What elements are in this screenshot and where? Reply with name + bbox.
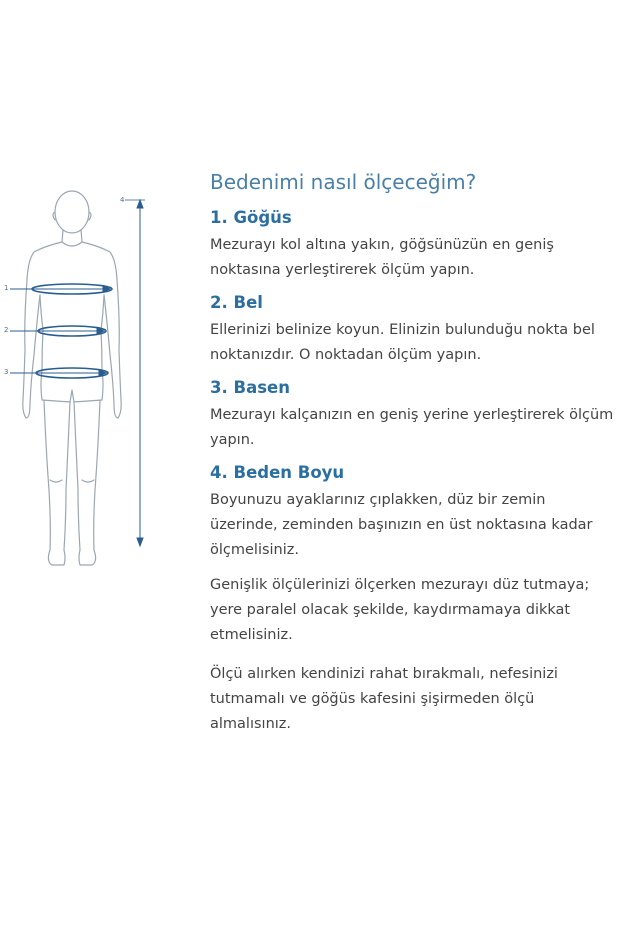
section-chest <box>210 208 615 283</box>
height-label-4: 4 <box>120 196 125 204</box>
tape-label-1: 1 <box>4 284 9 292</box>
section-text: Mezurayı kol altına yakın, göğsünüzün en geniş noktasına yerleştirerek ölçüm yapın. <box>210 237 554 278</box>
section-heading: 2. Bel <box>210 293 263 312</box>
section-waist <box>210 293 615 368</box>
section-heading: 4. Beden Boyu <box>210 463 345 482</box>
section-text: Ellerinizi belinize koyun. Elinizin bulunduğu nokta bel noktanızdır. O noktadan ölçüm yapın. <box>210 322 595 363</box>
tape-label-2: 2 <box>4 326 9 334</box>
tape-label-3: 3 <box>4 368 9 376</box>
note-width-measurement: Genişlik ölçülerinizi ölçerken mezurayı düz tutmaya; yere paralel olacak şekilde, kaydırmamaya dikkat etmelisiniz. <box>210 577 590 643</box>
page-title: Bedenimi nasıl ölçeceğim? <box>210 170 477 194</box>
section-text: Mezurayı kalçanızın en geniş yerine yerleştirerek ölçüm yapın. <box>210 407 614 448</box>
section-heading: 3. Basen <box>210 378 290 397</box>
note-relax: Ölçü alırken kendinizi rahat bırakmalı, nefesinizi tutmamalı ve göğüs kafesini şişirmeden ölçü almalısınız. <box>210 666 558 732</box>
body-measurement-illustration <box>0 190 160 580</box>
section-hips <box>210 378 615 453</box>
section-height <box>210 463 615 563</box>
section-text: Boyunuzu ayaklarınız çıplakken, düz bir zemin üzerinde, zeminden başınızın en üst noktasına kadar ölçmelisiniz. <box>210 492 593 558</box>
measurement-guide <box>210 170 615 751</box>
section-heading: 1. Göğüs <box>210 208 292 227</box>
